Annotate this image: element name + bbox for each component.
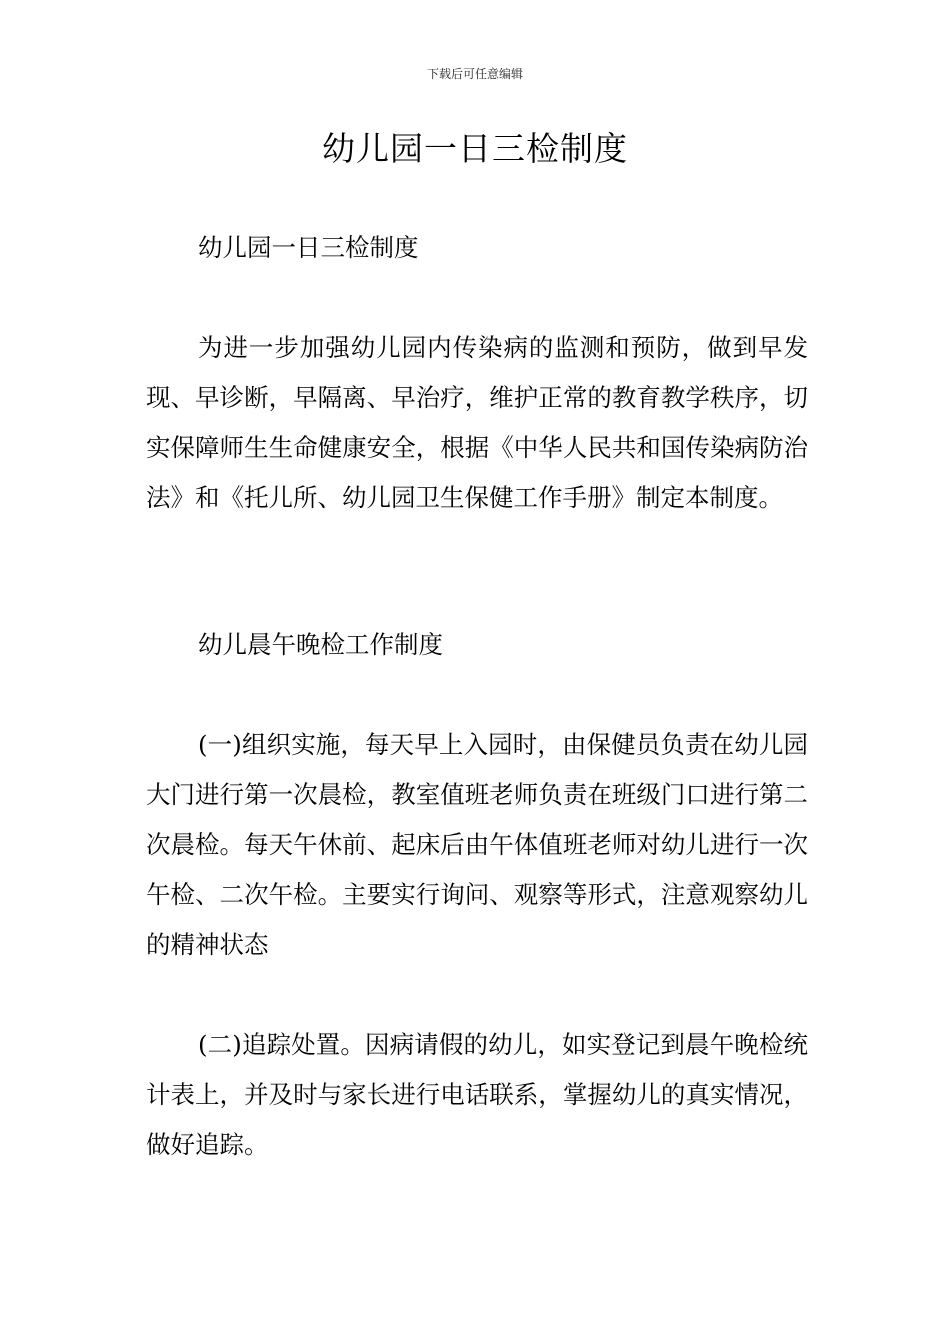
- intro-paragraph: 为进一步加强幼儿园内传染病的监测和预防，做到早发现、早诊断，早隔离、早治疗，维护正常的教育教学秩序，切实保障师生生命健康安全，根据《中华人民共和国传染病防治法》和《托儿所、幼儿园卫生保健工作手册》制定本制度。: [146, 333, 808, 512]
- item-paragraph-1: (一)组织实施，每天早上入园时，由保健员负责在幼儿园大门进行第一次晨检，教室值班老师负责在班级门口进行第二次晨检。每天午休前、起床后由午体值班老师对幼儿进行一次午检、二次午检。主要实行询问、观察等形式，注意观察幼儿的精神状态: [146, 730, 808, 959]
- section-heading: 幼儿晨午晚检工作制度: [198, 630, 443, 659]
- header-note: 下载后可任意编辑: [426, 67, 523, 81]
- item-paragraph-2: (二)追踪处置。因病请假的幼儿，如实登记到晨午晚检统计表上，并及时与家长进行电话联系，掌握幼儿的真实情况，做好追踪。: [146, 1030, 808, 1159]
- document-subtitle: 幼儿园一日三检制度: [198, 233, 419, 262]
- document-title: 幼儿园一日三检制度: [322, 129, 628, 168]
